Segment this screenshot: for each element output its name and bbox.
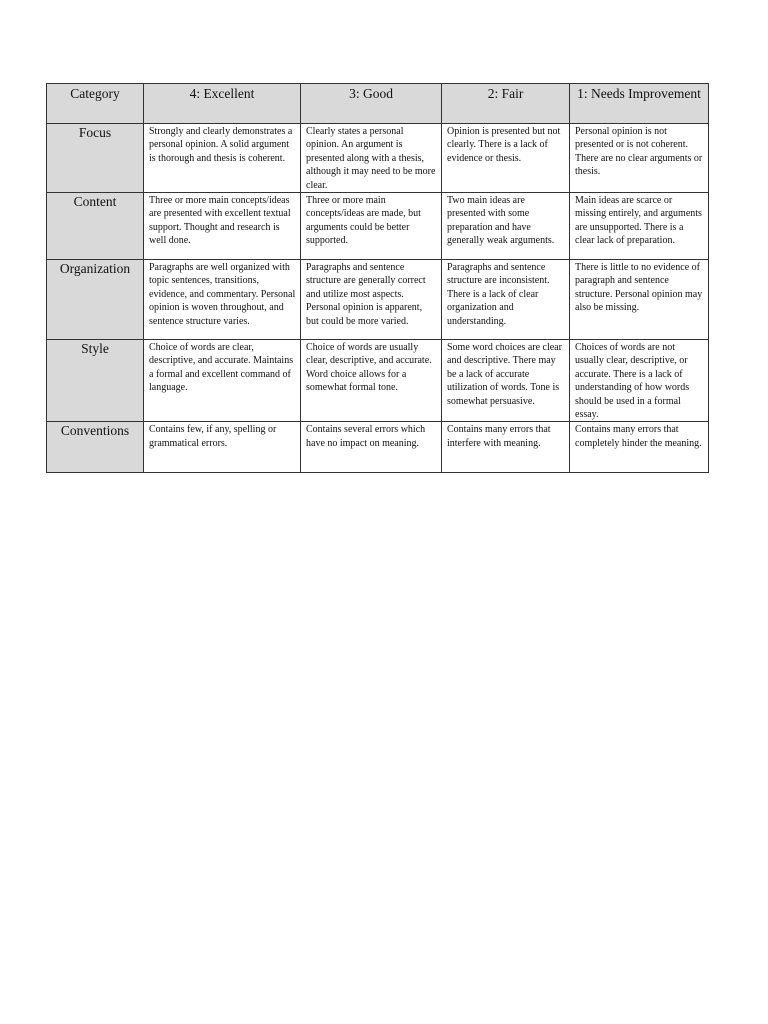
criteria-cell: Three or more main concepts/ideas are made, but arguments could be better supported. [301,193,442,260]
criteria-cell: Contains many errors that interfere with meaning. [442,422,570,473]
table-row [47,193,709,260]
header-row [47,84,709,124]
criteria-cell: There is little to no evidence of paragraph and sentence structure. Personal opinion may also be missing. [570,260,709,340]
criteria-cell: Paragraphs are well organized with topic sentences, transitions, evidence, and commentary. Personal opinion is woven throughout, and sentence structure varies. [144,260,301,340]
category-cell: Style [47,340,144,422]
criteria-cell: Paragraphs and sentence structure are inconsistent. There is a lack of clear organization and understanding. [442,260,570,340]
table-row [47,340,709,422]
criteria-cell: Choice of words are usually clear, descriptive, and accurate. Word choice allows for a somewhat formal tone. [301,340,442,422]
criteria-cell: Choice of words are clear, descriptive, and accurate. Maintains a formal and excellent command of language. [144,340,301,422]
criteria-cell: Clearly states a personal opinion. An argument is presented along with a thesis, although it may need to be more clear. [301,124,442,193]
criteria-cell: Contains several errors which have no impact on meaning. [301,422,442,473]
rubric-table [46,83,709,473]
criteria-cell: Contains few, if any, spelling or grammatical errors. [144,422,301,473]
criteria-cell: Two main ideas are presented with some preparation and have generally weak arguments. [442,193,570,260]
table-row [47,422,709,473]
criteria-cell: Contains many errors that completely hinder the meaning. [570,422,709,473]
table-row [47,260,709,340]
criteria-cell: Three or more main concepts/ideas are presented with excellent textual support. Thought and research is well done. [144,193,301,260]
criteria-cell: Paragraphs and sentence structure are generally correct and utilize most aspects. Personal opinion is apparent, but could be more varied. [301,260,442,340]
criteria-cell: Strongly and clearly demonstrates a personal opinion. A solid argument is thorough and thesis is coherent. [144,124,301,193]
header-excellent: 4: Excellent [144,84,301,124]
criteria-cell: Choices of words are not usually clear, descriptive, or accurate. There is a lack of understanding of how words should be used in a formal essay. [570,340,709,422]
category-cell: Content [47,193,144,260]
header-good: 3: Good [301,84,442,124]
category-cell: Organization [47,260,144,340]
category-cell: Conventions [47,422,144,473]
criteria-cell: Some word choices are clear and descriptive. There may be a lack of accurate utilization of words. Tone is somewhat persuasive. [442,340,570,422]
table-row [47,124,709,193]
header-category: Category [47,84,144,124]
category-cell: Focus [47,124,144,193]
header-needs-improvement: 1: Needs Improvement [570,84,709,124]
header-fair: 2: Fair [442,84,570,124]
criteria-cell: Opinion is presented but not clearly. There is a lack of evidence or thesis. [442,124,570,193]
criteria-cell: Main ideas are scarce or missing entirely, and arguments are unsupported. There is a clear lack of preparation. [570,193,709,260]
criteria-cell: Personal opinion is not presented or is not coherent. There are no clear arguments or thesis. [570,124,709,193]
